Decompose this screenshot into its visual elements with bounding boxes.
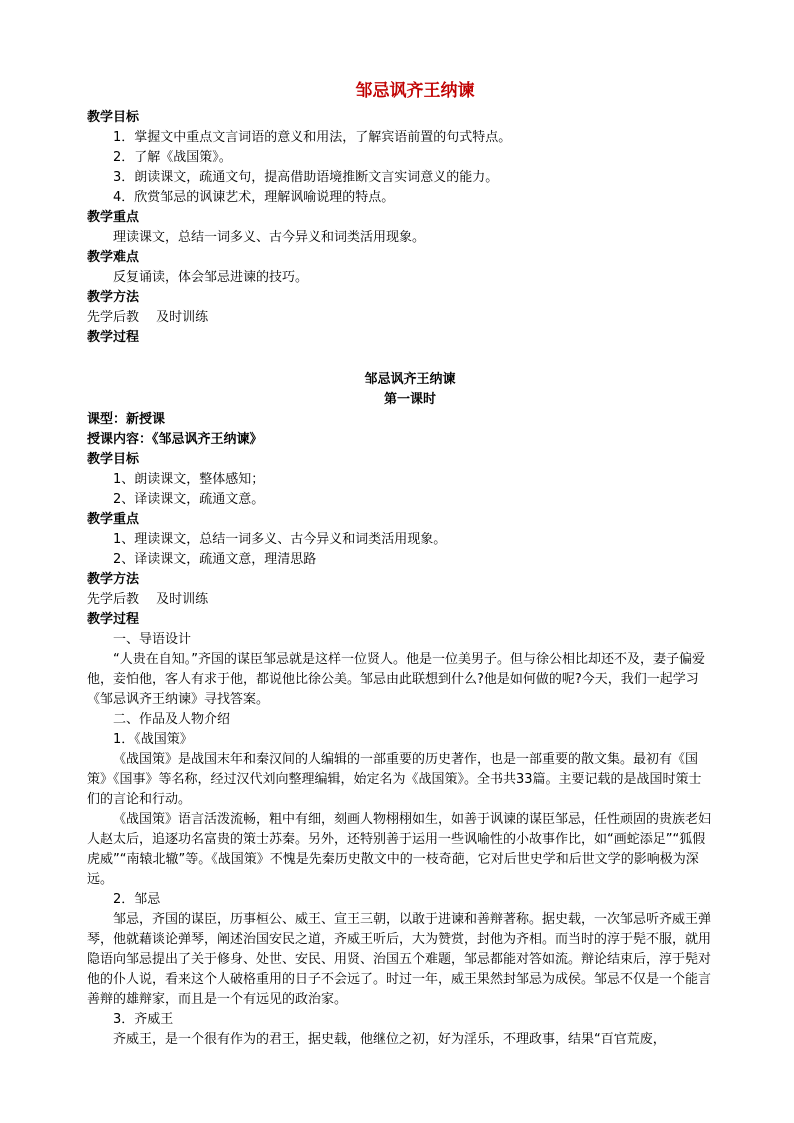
goal-item: 1．掌握文中重点文言词语的意义和用法，了解宾语前置的句式特点。 xyxy=(113,130,512,145)
focus-text: 理读课文，总结一词多义、古今异义和词类活用现象。 xyxy=(113,230,426,245)
difficulty-text: 反复诵读，体会邹忌进谏的技巧。 xyxy=(113,270,309,285)
goal-item: 1、朗读课文，整体感知； xyxy=(113,472,265,487)
goal-heading: 教学目标 xyxy=(87,110,140,125)
focus-heading: 教学重点 xyxy=(87,512,140,527)
goal-item: 4．欣赏邹忌的讽谏艺术，理解讽喻说理的特点。 xyxy=(113,190,395,205)
goal-heading: 教学目标 xyxy=(87,452,140,467)
process-heading: 教学过程 xyxy=(87,330,140,345)
goal-item: 3．朗读课文，疏通文句，提高借助语境推断文言实词意义的能力。 xyxy=(113,170,499,185)
subsection-title: 1．《战国策》 xyxy=(113,732,193,747)
focus-item: 1、理读课文，总结一词多义、古今异义和词类活用现象。 xyxy=(113,532,447,547)
document-page xyxy=(87,76,713,1050)
subsection-title: 2．邹忌 xyxy=(113,892,161,907)
process-heading: 教学过程 xyxy=(87,612,140,627)
weiwang-paragraph: 齐威王，是一个很有作为的君王，据史载，他继位之初，好为淫乐，不理政事，结果“百官荒废， xyxy=(113,1032,666,1047)
zouji-paragraph: 邹忌，齐国的谋臣，历事桓公、威王、宣王三朝，以敢于进谏和善辩著称。据史载，一次邹忌听齐威王弹琴，他就藉谈论弹琴，阐述治国安民之道，齐威王听后，大为赞赏，封他为齐相。而当时的淳于髡不服，就用隐语向邹忌提出了关于修身、处世、安民、用贤、治国五个难题，邹忌都能对答如流。辩论结束后，淳于髡对他的仆人说，看来这个人破格重用的日子不会远了。时过一年，威王果然封邹忌为成侯。邹忌不仅是一个能言善辩的雄辩家，而且是一个有远见的政治家。 xyxy=(87,912,712,1007)
focus-heading: 教学重点 xyxy=(87,210,140,225)
goal-item: 2．了解《战国策》。 xyxy=(113,150,232,165)
method-heading: 教学方法 xyxy=(87,572,140,587)
lesson-type: 课型：新授课 xyxy=(87,412,166,427)
goal-item: 2、译读课文，疏通文意。 xyxy=(113,492,265,507)
document-title: 邹忌讽齐王纳谏 xyxy=(355,81,475,101)
difficulty-heading: 教学难点 xyxy=(87,250,140,265)
zhanguoce-paragraph-2: 《战国策》语言活泼流畅，粗中有细，刻画人物栩栩如生，如善于讽谏的谋臣邹忌，任性顽固的贵族老妇人赵太后，追逐功名富贵的策士苏秦。另外，还特别善于运用一些讽喻性的小故事作比，如“画蛇添足”“狐假虎威”“南辕北辙”等。《战国策》不愧是先秦历史散文中的一枝奇葩，它对后世史学和后世文学的影响极为深远。 xyxy=(87,812,712,887)
method-heading: 教学方法 xyxy=(87,290,140,305)
method-text: 先学后教 及时训练 xyxy=(87,592,209,607)
intro-paragraph: “人贵在自知。”齐国的谋臣邹忌就是这样一位贤人。他是一位美男子。但与徐公相比却还不及，妻子偏爱他，妾怕他，客人有求于他，都说他比徐公美。邹忌由此联想到什么?他是如何做的呢?今天，我们一起学习《邹忌讽齐王纳谏》寻找答案。 xyxy=(87,652,705,707)
lesson-period: 第一课时 xyxy=(383,392,436,407)
zhanguoce-paragraph-1: 《战国策》是战国末年和秦汉间的人编辑的一部重要的历史著作，也是一部重要的散文集。最初有《国策》《国事》等名称，经过汉代刘向整理编辑，始定名为《战国策》。全书共33篇。主要记载的是战国时策士们的言论和行动。 xyxy=(87,752,702,807)
subsection-title: 3．齐威王 xyxy=(113,1012,174,1027)
section-title: 一、导语设计 xyxy=(113,632,192,647)
focus-item: 2、译读课文，疏通文意，理清思路 xyxy=(113,552,317,567)
section-title: 二、作品及人物介绍 xyxy=(113,712,231,727)
lesson-title: 邹忌讽齐王纳谏 xyxy=(364,372,456,387)
method-text: 先学后教 及时训练 xyxy=(87,310,209,325)
lesson-content: 授课内容：《邹忌讽齐王纳谏》 xyxy=(87,432,263,447)
